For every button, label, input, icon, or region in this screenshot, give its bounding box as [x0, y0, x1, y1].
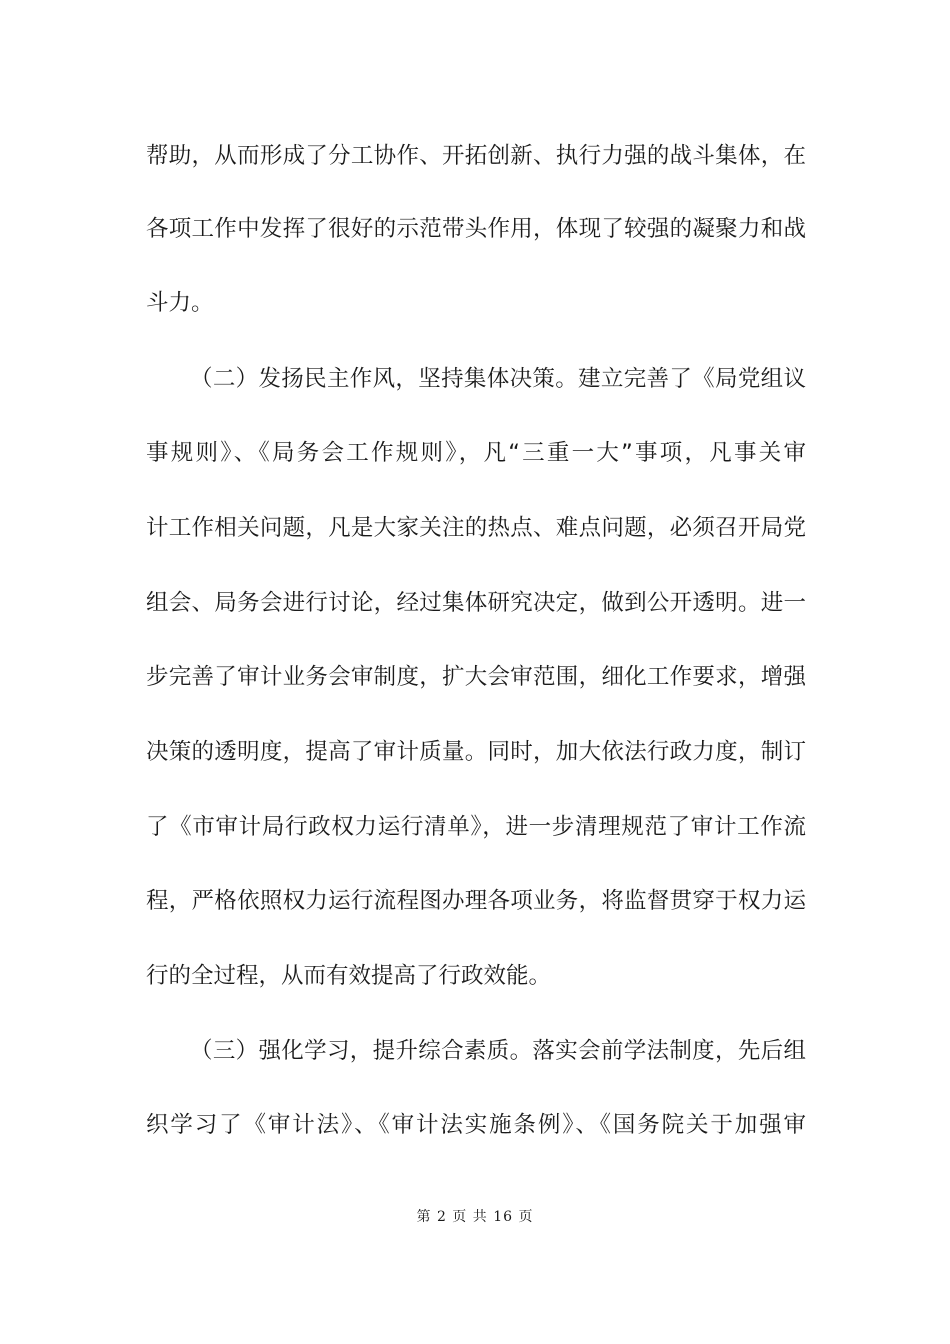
- body-line-9: 决策的透明度，提高了审计质量。同时，加大依法行政力度，制订: [146, 739, 806, 765]
- page-number-footer: 第 2 页 共 16 页: [416, 1209, 534, 1225]
- body-line-8: 步完善了审计业务会审制度，扩大会审范围，细化工作要求，增强: [146, 664, 806, 690]
- body-line-6: 计工作相关问题，凡是大家关注的热点、难点问题，必须召开局党: [146, 515, 806, 541]
- body-line-7: 组会、局务会进行讨论，经过集体研究决定，做到公开透明。进一: [146, 590, 806, 616]
- body-line-2: 各项工作中发挥了很好的示范带头作用，体现了较强的凝聚力和战: [146, 216, 806, 242]
- body-line-14: 织学习了《审计法》、《审计法实施条例》、《国务院关于加强审: [146, 1112, 806, 1138]
- body-line-11: 程，严格依照权力运行流程图办理各项业务，将监督贯穿于权力运: [146, 888, 806, 914]
- body-line-4: （二）发扬民主作风，坚持集体决策。建立完善了《局党组议: [190, 366, 806, 392]
- body-line-13: （三）强化学习，提升综合素质。落实会前学法制度，先后组: [190, 1038, 806, 1064]
- body-line-10: 了《市审计局行政权力运行清单》，进一步清理规范了审计工作流: [146, 814, 806, 840]
- body-line-1: 帮助，从而形成了分工协作、开拓创新、执行力强的战斗集体，在: [146, 143, 806, 169]
- body-line-5: 事规则》、《局务会工作规则》，凡“三重一大”事项，凡事关审: [146, 440, 806, 466]
- body-line-12: 行的全过程，从而有效提高了行政效能。: [146, 963, 552, 989]
- body-line-3: 斗力。: [146, 290, 214, 316]
